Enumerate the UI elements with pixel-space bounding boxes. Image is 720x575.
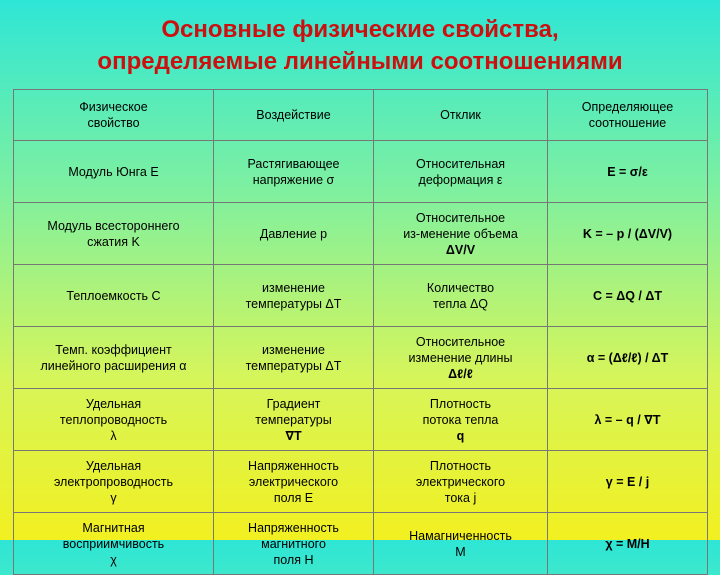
cell-property: [14, 389, 214, 451]
header-response-line: Отклик: [440, 108, 481, 122]
cell-line: электрического: [248, 474, 339, 489]
header-property: [14, 90, 214, 141]
table-row: [14, 327, 708, 389]
cell-property: [14, 265, 214, 327]
table-header-row: [14, 90, 708, 141]
header-impact: [214, 90, 374, 141]
cell-line: Магнитная: [82, 520, 145, 535]
cell-impact: [214, 389, 374, 451]
cell-line: Градиент: [266, 396, 321, 411]
cell-line: ΔV/V: [445, 242, 476, 257]
cell-line: γ: [110, 490, 117, 505]
cell-relation: [548, 327, 708, 389]
table-row: [14, 265, 708, 327]
cell-line: изменение: [262, 342, 325, 357]
title-line-2: определяемые линейными соотношениями: [97, 48, 623, 75]
cell-line: электропроводность: [53, 474, 174, 489]
cell-line: линейного расширения α: [40, 358, 187, 373]
cell-line: температуры: [255, 412, 332, 427]
cell-relation: [548, 513, 708, 575]
cell-line: Плотность: [429, 458, 492, 473]
header-property-line: свойство: [87, 116, 140, 130]
cell-line: Плотность: [429, 396, 492, 411]
cell-line: потока тепла: [422, 412, 499, 427]
cell-response: [374, 327, 548, 389]
cell-line: Растягивающее: [247, 156, 340, 171]
cell-impact: [214, 141, 374, 203]
cell-response: [374, 141, 548, 203]
cell-response: [374, 265, 548, 327]
relation-formula: E = σ/ε: [607, 164, 648, 179]
header-response: [374, 90, 548, 141]
cell-response: [374, 451, 548, 513]
cell-line: Удельная: [85, 396, 142, 411]
cell-line: тепла ΔQ: [432, 296, 489, 311]
relation-formula: χ = M/H: [605, 536, 650, 551]
cell-line: температуры ΔT: [245, 296, 342, 311]
cell-line: ∇T: [285, 428, 302, 443]
cell-line: теплопроводность: [59, 412, 168, 427]
relation-formula: α = (Δℓ/ℓ) / ΔT: [586, 350, 669, 365]
cell-property: [14, 203, 214, 265]
cell-line: Относительная: [415, 156, 506, 171]
cell-relation: [548, 203, 708, 265]
cell-line: температуры ΔT: [245, 358, 342, 373]
cell-relation: [548, 451, 708, 513]
cell-response: [374, 389, 548, 451]
header-relation: [548, 90, 708, 141]
cell-line: Количество: [426, 280, 495, 295]
cell-line: изменение длины: [408, 350, 513, 365]
cell-line: Темп. коэффициент: [55, 342, 172, 357]
cell-relation: [548, 265, 708, 327]
cell-property: [14, 451, 214, 513]
cell-impact: [214, 265, 374, 327]
cell-line: восприимчивость: [62, 536, 165, 551]
cell-line: Относительное: [415, 210, 506, 225]
header-property-line: Физическое: [79, 100, 148, 114]
cell-property: [14, 513, 214, 575]
table-row: [14, 141, 708, 203]
cell-line: тока j: [444, 490, 477, 505]
cell-response: [374, 203, 548, 265]
cell-line: Модуль всестороннего: [47, 218, 180, 233]
cell-line: электрического: [415, 474, 506, 489]
cell-line: напряжение σ: [252, 172, 335, 187]
table-row: [14, 513, 708, 575]
cell-line: χ: [110, 552, 117, 567]
cell-line: Удельная: [85, 458, 142, 473]
relation-formula: γ = E / j: [605, 474, 650, 489]
cell-line: Напряженность: [248, 458, 339, 473]
cell-line: поля E: [273, 490, 314, 505]
table-row: [14, 389, 708, 451]
properties-table: [13, 89, 708, 575]
cell-line: изменение: [262, 280, 325, 295]
cell-line: Намагниченность: [409, 528, 512, 543]
cell-line: Модуль Юнга E: [68, 164, 159, 179]
page-title: [0, 14, 720, 78]
cell-relation: [548, 141, 708, 203]
cell-line: Напряженность: [248, 520, 339, 535]
cell-line: Давление p: [259, 226, 328, 241]
relation-formula: C = ΔQ / ΔT: [592, 288, 663, 303]
relation-formula: λ = – q / ∇T: [594, 412, 661, 427]
cell-line: деформация ε: [418, 172, 503, 187]
cell-line: λ: [110, 428, 117, 443]
cell-line: магнитного: [261, 536, 326, 551]
cell-relation: [548, 389, 708, 451]
cell-line: q: [456, 428, 465, 443]
cell-line: Теплоемкость C: [66, 288, 161, 303]
cell-line: Δℓ/ℓ: [448, 366, 473, 381]
header-relation-line: Определяющее: [581, 100, 674, 114]
cell-impact: [214, 451, 374, 513]
cell-line: Относительное: [415, 334, 506, 349]
cell-property: [14, 327, 214, 389]
header-impact-line: Воздействие: [256, 108, 331, 122]
cell-line: поля H: [273, 552, 314, 567]
cell-line: M: [455, 544, 466, 559]
header-relation-line: соотношение: [588, 116, 667, 130]
cell-response: [374, 513, 548, 575]
cell-impact: [214, 327, 374, 389]
cell-property: [14, 141, 214, 203]
table-row: [14, 451, 708, 513]
cell-impact: [214, 513, 374, 575]
relation-formula: K = – p / (ΔV/V): [582, 226, 673, 241]
table-row: [14, 203, 708, 265]
cell-line: из-менение объема: [403, 226, 518, 241]
cell-line: сжатия K: [87, 234, 140, 249]
title-line-1: Основные физические свойства,: [161, 16, 559, 43]
cell-impact: [214, 203, 374, 265]
